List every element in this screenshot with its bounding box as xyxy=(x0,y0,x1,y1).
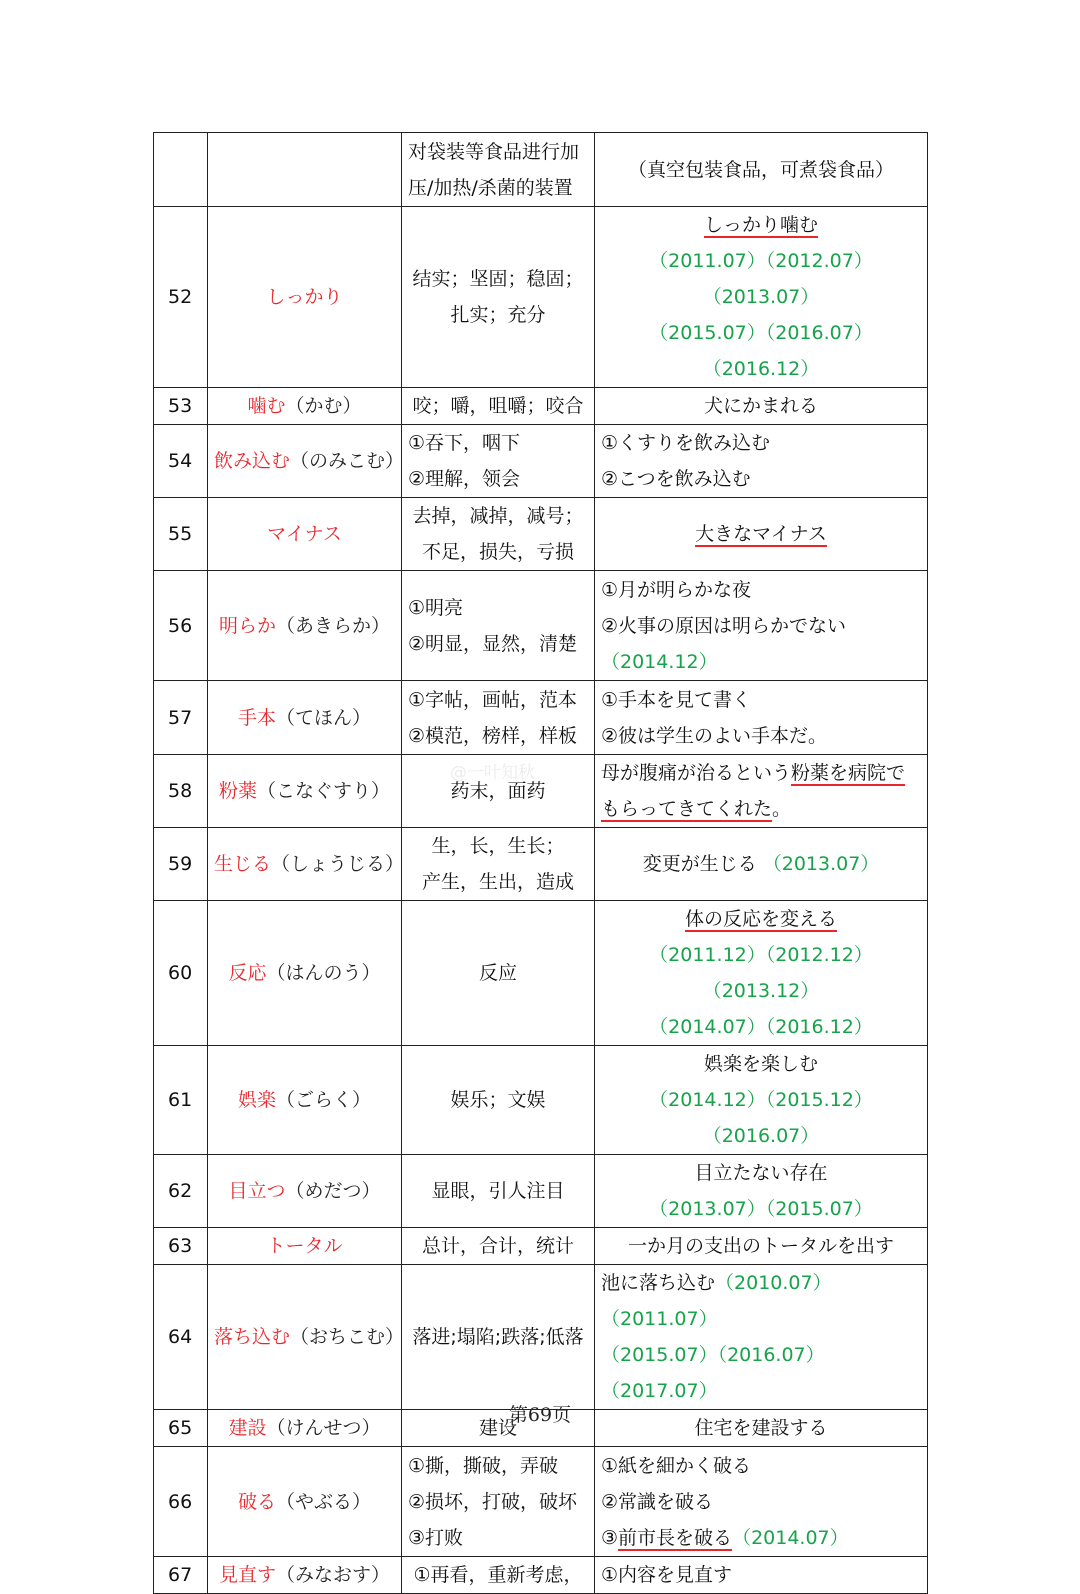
table-row xyxy=(154,207,928,388)
vocab-word: 目立つ xyxy=(228,1180,286,1202)
vocab-word: 見直す xyxy=(218,1564,276,1586)
vocab-word: トータル xyxy=(266,1235,343,1257)
exam-year-tag: （2013.07） xyxy=(762,853,880,875)
example-text: ②火事の原因は明らかでない xyxy=(601,614,847,637)
vocabulary-table xyxy=(153,132,928,1594)
entry-number: 66 xyxy=(154,1447,208,1557)
entry-example-cell xyxy=(595,133,928,207)
meaning-line: 压/加热/杀菌的装置 xyxy=(408,176,573,199)
exam-year-tag: （2014.12）（2015.12）（2016.07） xyxy=(649,1089,873,1147)
vocab-reading: （けんせつ） xyxy=(266,1417,381,1439)
table-row xyxy=(154,681,928,755)
example-text: ③ xyxy=(601,1526,619,1549)
example-line xyxy=(601,644,921,680)
exam-year-tag: （2014.07）（2016.12） xyxy=(649,1016,873,1038)
vocabulary-table-body xyxy=(154,133,928,1594)
entry-meaning-cell xyxy=(402,755,595,828)
watermark: @一叶知秋 xyxy=(450,763,535,783)
entry-word-cell xyxy=(208,207,402,388)
example-text: 。 xyxy=(772,798,792,820)
meaning-line: 药末，面药 xyxy=(450,780,546,802)
exam-year-tag: （2011.12）（2012.12）（2013.12） xyxy=(649,944,873,1002)
vocab-word: 娯楽 xyxy=(237,1089,276,1111)
exam-year-tag: （2010.07）（2011.07） xyxy=(601,1272,832,1330)
example-text: 住宅を建設する xyxy=(694,1417,828,1439)
example-line xyxy=(601,388,921,424)
vocab-word: 手本 xyxy=(237,706,276,729)
entry-example-cell xyxy=(595,571,928,681)
entry-number: 58 xyxy=(154,755,208,828)
entry-example-cell xyxy=(595,388,928,425)
entry-example-cell xyxy=(595,1228,928,1265)
entry-number: 54 xyxy=(154,425,208,498)
entry-word-cell xyxy=(208,828,405,901)
entry-meaning-cell xyxy=(402,498,595,571)
entry-number: 62 xyxy=(154,1155,208,1228)
meaning-line: ②理解，领会 xyxy=(408,468,521,490)
entry-word-cell xyxy=(208,1228,402,1265)
entry-meaning-cell xyxy=(402,388,595,425)
exam-year-tag: （2015.07）（2016.07）（2017.07） xyxy=(601,1344,825,1402)
example-text: ②こつを飲み込む xyxy=(601,468,751,490)
entry-number: 65 xyxy=(154,1410,208,1447)
entry-meaning-cell xyxy=(402,1265,595,1410)
entry-word-cell xyxy=(208,1265,405,1410)
meaning-line: ①再看，重新考虑， xyxy=(413,1564,583,1586)
entry-meaning-cell xyxy=(402,207,595,388)
vocab-reading: （ごらく） xyxy=(276,1089,372,1111)
example-line xyxy=(601,1155,921,1191)
example-line xyxy=(601,1082,921,1154)
example-text: ①月が明らかな夜 xyxy=(601,578,752,601)
example-text: 粉薬を病院で xyxy=(791,762,906,784)
table-row xyxy=(154,1447,928,1557)
entry-word-cell xyxy=(208,681,402,755)
example-line xyxy=(601,608,921,644)
entry-meaning-cell xyxy=(402,133,595,207)
meaning-line: 产生，生出，造成 xyxy=(421,871,574,893)
exam-year-tag: （2014.07） xyxy=(732,1526,849,1549)
entry-word-cell xyxy=(208,498,402,571)
table-row-continued xyxy=(154,133,928,207)
meaning-line: 不足，损失，亏损 xyxy=(421,541,574,563)
example-text: 目立たない存在 xyxy=(694,1162,828,1184)
entry-example-cell xyxy=(595,1046,928,1155)
vocab-word: 生じる xyxy=(214,853,272,875)
entry-example-cell xyxy=(595,681,928,755)
table-row xyxy=(154,755,928,828)
entry-example-cell xyxy=(595,207,928,388)
example-line xyxy=(601,1448,921,1484)
example-line xyxy=(601,718,921,754)
example-line xyxy=(601,791,921,827)
meaning-line: ①撕，撕破，弄破 xyxy=(408,1454,559,1477)
example-line xyxy=(601,1009,921,1045)
example-text: 池に落ち込む xyxy=(601,1272,716,1294)
meaning-line: ①字帖，画帖，范本 xyxy=(408,688,578,711)
example-line xyxy=(601,315,921,387)
vocab-word: 破る xyxy=(237,1490,276,1513)
vocab-reading: （はんのう） xyxy=(266,962,381,984)
table-row xyxy=(154,388,928,425)
meaning-line: 落进;塌陷;跌落;低落 xyxy=(412,1326,584,1348)
example-text: しっかり噛む xyxy=(703,214,818,236)
meaning-line: 对袋装等食品进行加 xyxy=(408,140,580,163)
meaning-line: 反应 xyxy=(478,962,517,984)
vocab-reading: （てほん） xyxy=(276,706,372,729)
entry-meaning-cell xyxy=(402,571,595,681)
vocab-reading: （のみこむ） xyxy=(290,450,405,472)
example-line xyxy=(601,846,921,882)
vocab-reading: （おちこむ） xyxy=(290,1326,405,1348)
entry-number: 52 xyxy=(154,207,208,388)
entry-word-cell xyxy=(208,571,402,681)
entry-example-cell xyxy=(595,1265,928,1410)
example-line xyxy=(601,1557,921,1593)
entry-word-cell xyxy=(208,133,402,207)
vocab-reading: （めだつ） xyxy=(285,1180,381,1202)
example-text: 前市長を破る xyxy=(618,1526,733,1549)
entry-word-cell xyxy=(208,755,402,828)
entry-meaning-cell xyxy=(402,901,595,1046)
entry-word-cell xyxy=(208,388,402,425)
meaning-line: ①明亮 xyxy=(408,596,464,619)
entry-number: 61 xyxy=(154,1046,208,1155)
table-row xyxy=(154,828,928,901)
example-line xyxy=(601,755,921,791)
meaning-line: ②明显，显然，清楚 xyxy=(408,632,578,655)
entry-number: 67 xyxy=(154,1557,208,1594)
table-row xyxy=(154,1046,928,1155)
example-text: 犬にかまれる xyxy=(703,395,818,417)
example-text: もらってきてくれた xyxy=(601,798,773,820)
entry-number: 63 xyxy=(154,1228,208,1265)
vocab-word: しっかり xyxy=(266,286,343,308)
example-line xyxy=(601,516,921,552)
example-line xyxy=(601,461,921,497)
entry-meaning-cell xyxy=(402,681,595,755)
entry-number: 57 xyxy=(154,681,208,755)
vocab-word: 明らか xyxy=(218,614,276,637)
meaning-line: 显眼，引人注目 xyxy=(431,1180,565,1202)
example-line xyxy=(601,1265,921,1337)
example-line xyxy=(601,243,921,315)
entry-number: 55 xyxy=(154,498,208,571)
meaning-line: ①吞下，咽下 xyxy=(408,432,521,454)
example-line xyxy=(601,1520,921,1556)
exam-year-tag: （2013.07）（2015.07） xyxy=(649,1198,873,1220)
example-line xyxy=(601,682,921,718)
vocab-word: 噛む xyxy=(247,395,286,417)
entry-number-cell xyxy=(154,133,208,207)
meaning-line: ②模范，榜样，样板 xyxy=(408,724,578,747)
entry-word-cell xyxy=(208,1447,402,1557)
entry-number: 59 xyxy=(154,828,208,901)
vocab-word: 粉薬 xyxy=(218,780,257,802)
entry-number: 64 xyxy=(154,1265,208,1410)
entry-meaning-cell xyxy=(402,425,595,498)
example-text: ①内容を見直す xyxy=(601,1564,733,1586)
example-line xyxy=(601,572,921,608)
vocab-reading: （こなぐすり） xyxy=(257,780,391,802)
example-text: 大きなマイナス xyxy=(695,523,827,545)
vocab-word: 飲み込む xyxy=(214,450,291,472)
example-line xyxy=(601,1046,921,1082)
entry-example-cell xyxy=(595,1557,928,1594)
entry-word-cell xyxy=(208,901,402,1046)
meaning-line: 结实；坚固；稳固； xyxy=(412,268,584,290)
example-line xyxy=(601,1191,921,1227)
entry-example-cell xyxy=(595,901,928,1046)
entry-meaning-cell xyxy=(402,1155,595,1228)
meaning-line: 去掉，减掉，减号； xyxy=(412,505,584,527)
entry-example-cell xyxy=(595,1447,928,1557)
table-row xyxy=(154,498,928,571)
exam-year-tag: （2011.07）（2012.07）（2013.07） xyxy=(649,250,873,308)
example-line xyxy=(601,937,921,1009)
vocab-reading: （あきらか） xyxy=(276,614,391,637)
meaning-line: ②损坏，打破，破坏 xyxy=(408,1490,578,1513)
entry-meaning-cell xyxy=(402,828,595,901)
example-text: ②彼は学生のよい手本だ。 xyxy=(601,724,828,747)
example-text: 変更が生じる xyxy=(642,853,763,875)
vocab-word: 反応 xyxy=(228,962,267,984)
example-line xyxy=(601,1484,921,1520)
table-row xyxy=(154,425,928,498)
entry-word-cell xyxy=(208,1046,402,1155)
meaning-line: 生，长，生长； xyxy=(431,835,565,857)
meaning-line: ③打败 xyxy=(408,1526,464,1549)
vocab-reading: （みなおす） xyxy=(276,1564,391,1586)
table-row xyxy=(154,1228,928,1265)
exam-year-tag: （2014.12） xyxy=(601,650,718,673)
entry-example-cell xyxy=(595,1155,928,1228)
meaning-line: 总计，合计，统计 xyxy=(421,1235,574,1257)
table-row xyxy=(154,1155,928,1228)
entry-meaning-cell xyxy=(402,1447,595,1557)
example-text: 体の反応を変える xyxy=(684,908,837,930)
meaning-line: 扎实；充分 xyxy=(450,304,546,326)
vocab-reading: （しょうじる） xyxy=(271,853,405,875)
entry-number: 53 xyxy=(154,388,208,425)
table-row xyxy=(154,571,928,681)
meaning-line: 建设 xyxy=(478,1417,517,1439)
example-line xyxy=(601,425,921,461)
meaning-line: 娱乐；文娱 xyxy=(450,1089,546,1111)
example-text: 母が腹痛が治るという xyxy=(601,762,792,784)
example-line xyxy=(601,1337,921,1409)
vocab-word: 落ち込む xyxy=(214,1326,291,1348)
entry-word-cell xyxy=(208,425,405,498)
vocab-word: マイナス xyxy=(267,523,342,545)
entry-word-cell xyxy=(208,1155,402,1228)
example-line: （真空包装食品，可煮袋食品） xyxy=(627,158,894,181)
vocab-reading: （やぶる） xyxy=(276,1490,372,1513)
page-number: 第69页 xyxy=(508,1404,572,1426)
table-row xyxy=(154,1265,928,1410)
entry-meaning-cell xyxy=(402,1557,595,1594)
entry-example-cell xyxy=(595,755,928,828)
table-row xyxy=(154,1557,928,1594)
entry-example-cell xyxy=(595,828,928,901)
example-line xyxy=(601,1228,921,1264)
vocab-word: 建設 xyxy=(228,1417,267,1439)
entry-meaning-cell xyxy=(402,1228,595,1265)
example-line xyxy=(601,207,921,243)
example-text: ①くすりを飲み込む xyxy=(601,432,771,454)
entry-example-cell xyxy=(595,425,928,498)
exam-year-tag: （2015.07）（2016.07）（2016.12） xyxy=(649,322,873,380)
entry-meaning-cell xyxy=(402,1046,595,1155)
entry-number: 60 xyxy=(154,901,208,1046)
example-text: 一か月の支出のトータルを出す xyxy=(627,1235,894,1257)
entry-word-cell xyxy=(208,1557,402,1594)
table-row xyxy=(154,901,928,1046)
example-text: ①手本を見て書く xyxy=(601,688,752,711)
entry-number: 56 xyxy=(154,571,208,681)
example-text: ①紙を細かく破る xyxy=(601,1454,752,1477)
example-text: 娯楽を楽しむ xyxy=(703,1053,818,1075)
example-line xyxy=(601,901,921,937)
meaning-line: 咬；嚼，咀嚼；咬合 xyxy=(412,395,584,417)
entry-example-cell xyxy=(595,498,928,571)
vocab-reading: （かむ） xyxy=(285,395,362,417)
example-text: ②常識を破る xyxy=(601,1490,714,1513)
